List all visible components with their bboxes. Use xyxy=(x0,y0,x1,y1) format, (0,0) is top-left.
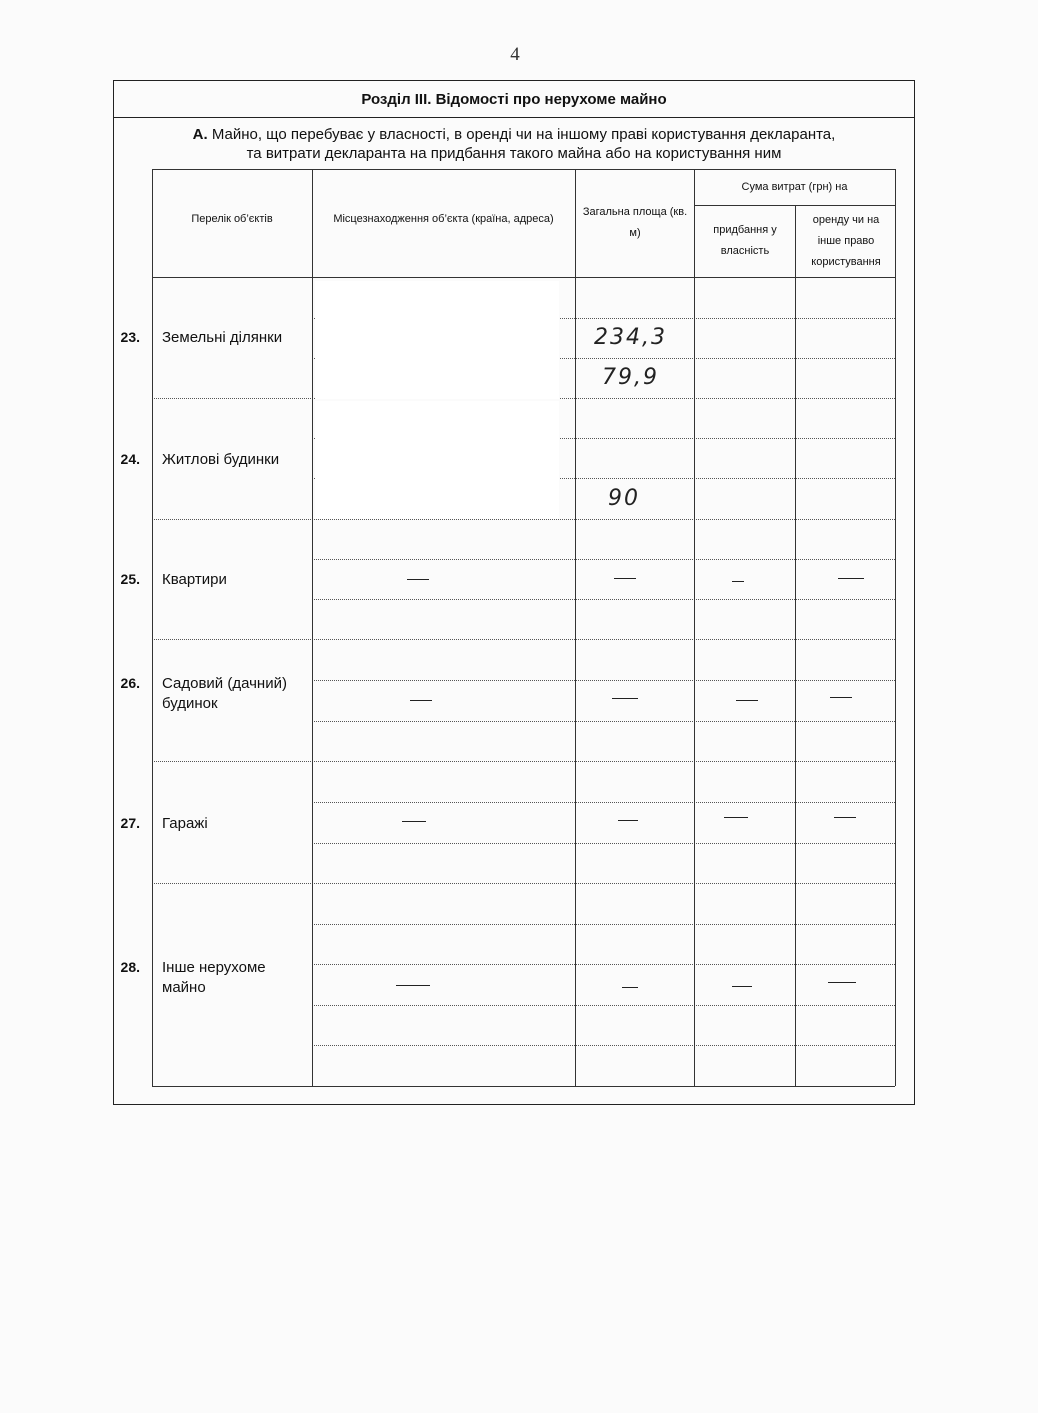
section-title: Розділ ІІІ. Відомості про нерухоме майно xyxy=(114,81,914,118)
handwritten-dash xyxy=(612,698,638,699)
row-number: 27. xyxy=(120,815,140,831)
row-separator xyxy=(152,761,895,762)
handwritten-dash xyxy=(838,578,864,579)
handwritten-dash xyxy=(614,578,636,579)
handwritten-dash xyxy=(830,697,852,698)
row-number: 24. xyxy=(120,451,140,467)
section-subtitle xyxy=(114,125,914,163)
sub-row-line xyxy=(312,1045,895,1046)
handwritten-dash xyxy=(736,700,758,701)
row-label-houses: Житлові будинки xyxy=(162,451,280,468)
handwritten-area: 234,3 xyxy=(594,325,667,350)
handwritten-area: 79,9 xyxy=(602,365,659,390)
sub-row-line xyxy=(312,964,895,965)
row-number: 23. xyxy=(120,329,140,345)
column-line xyxy=(795,205,796,1086)
header-objects: Перелік об’єктів xyxy=(191,212,273,225)
header-expenses: Сума витрат (грн) на xyxy=(741,180,848,193)
column-line xyxy=(694,169,695,1086)
row-number: 28. xyxy=(120,959,140,975)
header-bottom-border xyxy=(152,277,895,278)
row-number: 25. xyxy=(120,571,140,587)
sub-row-line xyxy=(312,680,895,681)
sub-row-line xyxy=(312,559,895,560)
sub-row-line xyxy=(312,924,895,925)
handwritten-dash xyxy=(618,820,638,821)
row-separator xyxy=(152,519,895,520)
redacted-address xyxy=(315,281,559,399)
row-number: 26. xyxy=(120,675,140,691)
subtitle-line-1: Майно, що перебуває у власності, в оренді чи на іншому праві користування декларанта, xyxy=(211,126,836,143)
handwritten-dash xyxy=(828,982,856,983)
subtitle-letter: А. xyxy=(192,126,208,143)
handwritten-dash xyxy=(732,581,744,582)
header-purchase: придбання у власність xyxy=(713,224,777,257)
table-bottom-border xyxy=(152,1086,895,1087)
handwritten-dash xyxy=(834,817,856,818)
sub-row-line xyxy=(312,802,895,803)
row-separator xyxy=(152,883,895,884)
row-label-apartments: Квартири xyxy=(162,571,227,588)
handwritten-dash xyxy=(396,985,430,986)
header-location: Місцезнаходження об’єкта (країна, адреса) xyxy=(333,212,554,225)
sub-row-line xyxy=(312,843,895,844)
row-label-other: Інше нерухоме майно xyxy=(162,959,266,996)
handwritten-area: 90 xyxy=(608,486,640,511)
column-line xyxy=(312,169,313,1086)
section-frame xyxy=(113,80,915,1105)
handwritten-dash xyxy=(402,821,426,822)
header-area: Загальна площа (кв. м) xyxy=(582,206,688,239)
column-line xyxy=(152,169,153,1086)
sub-row-line xyxy=(312,599,895,600)
handwritten-dash xyxy=(622,987,638,988)
subtitle-line-2: та витрати декларанта на придбання такого майна або на користування ним xyxy=(246,145,782,162)
handwritten-dash xyxy=(410,700,432,701)
sub-row-line xyxy=(312,721,895,722)
property-table xyxy=(120,169,895,1086)
column-line xyxy=(895,169,896,1086)
row-label-land: Земельні ділянки xyxy=(162,329,283,346)
handwritten-dash xyxy=(732,986,752,987)
row-label-garden-house: Садовий (дачний) будинок xyxy=(162,675,287,712)
row-label-garages: Гаражі xyxy=(162,815,208,832)
page-number: 4 xyxy=(510,44,520,65)
handwritten-dash xyxy=(724,817,748,818)
column-line xyxy=(575,169,576,1086)
sub-row-line xyxy=(312,1005,895,1006)
redacted-address xyxy=(315,401,559,519)
handwritten-dash xyxy=(407,579,429,580)
header-rent: оренду чи на інше право користування xyxy=(811,213,881,268)
row-separator xyxy=(152,639,895,640)
